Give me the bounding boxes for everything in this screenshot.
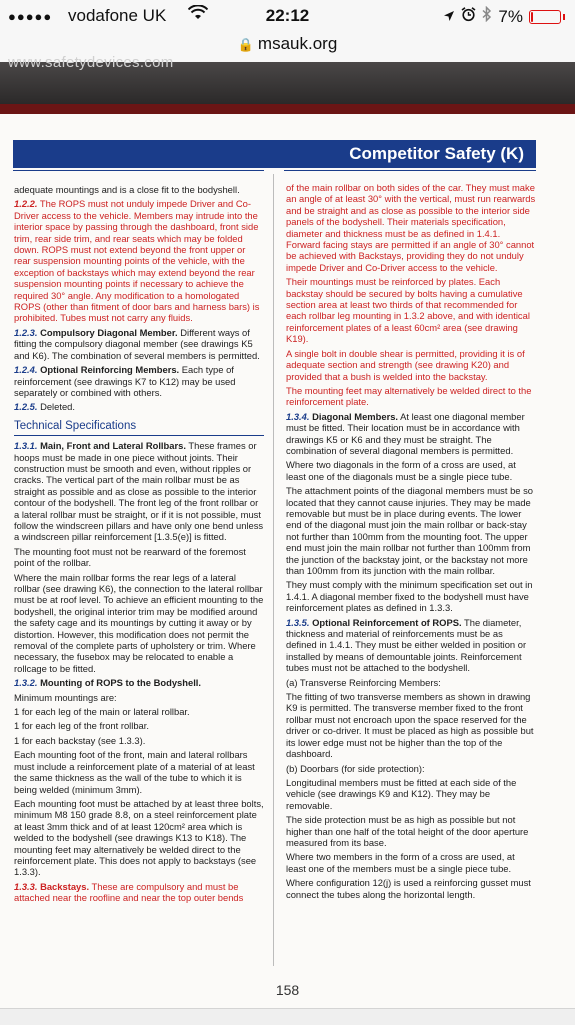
address-bar[interactable] [0,34,575,54]
paragraph-1-3-4: 1.3.4. Diagonal Members. At least one diagonal member must be fitted. Their location must be in accordance with drawings K5 or K6 and they must be straight. The combination of several diagonal members is permitted. [286,410,525,456]
sublist-label-b: (b) Doorbars (for side protection): [286,762,425,774]
paragraph-1-2-5: 1.2.5. Deleted. [14,401,75,413]
carrier-name: vodafone UK [68,6,167,25]
divider [284,170,536,171]
divider [13,170,264,171]
alarm-icon [461,7,476,27]
page-number: 158 [275,982,300,998]
sublist-text: Where two members in the form of a cross are used, at least one of the members must be a single piece tube. [286,851,515,874]
sublist-text: The side protection must be as high as possible but not higher than one half of the total height of the door aperture measured from its base. [286,814,529,848]
paragraph: The mounting foot must not be rearward of the foremost point of the rollbar. [14,545,246,569]
paragraph-1-3-3: 1.3.3. Backstays. These are compulsory and must be attached near the roofline and near the top outer bends [14,880,244,904]
paragraph: Where the main rollbar forms the rear legs of a lateral rollbar (see drawing K6), the connection to the lateral rollbar must be at roof level. To achieve an efficient mounting to the bodyshell, the original interior trim may be modified around the safety cage and its mountings by cutting it away or by distortion. However, this modification does not permit the removal of the complete parts of upholstery or trim. Where necessary, the fusebox may be relocated to enable a rollcage to be fitted. [14,571,264,674]
paragraph: Where two diagonals in the form of a cross are used, at least one of the diagonals must be a single piece tube. [286,459,516,482]
bottom-toolbar [0,1008,575,1025]
banner-stripe [0,104,575,114]
location-arrow-icon [443,7,455,27]
url-text: msauk.org [257,34,338,53]
right-column [286,182,536,903]
sublist-text: Longitudinal members must be fitted at each side of the vehicle (see drawings K9 and K12). They may be removable. [286,776,517,811]
list-item: 1 for each leg of the front rollbar. [14,720,149,732]
column-divider [273,174,274,966]
paragraph: Each mounting foot must be attached by at least three bolts, minimum M8 150 grade 8.8, on a steel reinforcement plate at least 3mm thick and of at least 120cm² area which is welded to the bodyshell (see drawings K13 to K18). The mounting feet may alternatively be welded direct to the reinforcement plate. This does not apply to backstays (see 1.3.3). [14,797,264,878]
banner-url: www.safetydevices.com [8,54,174,71]
paragraph: adequate mountings and is a close fit to the bodyshell. [14,184,240,195]
paragraph: Minimum mountings are: [14,691,117,703]
left-column [14,184,264,907]
sublist-label-a: (a) Transverse Reinforcing Members: [286,676,441,688]
battery-level [531,12,533,22]
lock-icon: 🔒 [237,37,254,52]
sublist-text: Where configuration 12(j) is used a reinforcing gusset must connect the tubes along the horizontal length. [286,877,531,900]
paragraph-1-3-1: 1.3.1. Main, Front and Lateral Rollbars. These frames or hoops must be made in one piece without joints. Their construction must be smooth and even, without ripples or cracks. The vertical part of the main rollbar must be as straight as possible and as close as possible to the interior contour of the bodyshell. The front leg of the front rollbar or a lateral rollbar must be straight, or if it is not possible, must follow the windscreen pillars and have only one bend unless a windscreen pillar reinforcement [1.3.5(e)] is fitted. [14,440,264,543]
bluetooth-icon [482,6,492,27]
battery-icon [529,10,561,24]
paragraph: They must comply with the minimum specification set out in 1.4.1. A diagonal member fixed to the bodyshell must have reinforcement plates as defined in 1.3.3. [286,579,533,614]
paragraph: Each mounting foot of the front, main and lateral rollbars must include a reinforcement plate of a material of at least the same thickness as the wall of the tube to which it is being welded (minimum 3mm). [14,749,255,795]
site-banner [0,54,575,104]
paragraph: A single bolt in double shear is permitted, providing it is of adequate section and strength (see drawing K20) and provided that a bush is welded into the backstay. [286,347,525,382]
paragraph: The attachment points of the diagonal members must be so located that they cannot cause injuries. They may be made removable but must be in place during events. The lower end of the diagonal must join the main rollbar or back-stay not further than 100mm from the mounting foot. The upper end must join the main rollbar not further than 100mm from the junction of the backstay joint, or the backstay not more than 100mm from its junction with the main rollbar. [286,485,534,576]
wifi-icon [188,5,208,26]
signal-strength-icon: ●●●●● [8,9,53,24]
paragraph: The mounting feet may alternatively be welded direct to the reinforcement plate. [286,384,532,408]
paragraph-1-2-3: 1.2.3. Compulsory Diagonal Member. Different ways of fitting the compulsory diagonal member (see drawings K5 and K6). The combination of several members is permitted. [14,326,260,361]
system-icons [443,6,565,27]
clock: 22:12 [265,6,310,25]
battery-percent: 7% [498,6,523,26]
section-title: Competitor Safety (K) [13,140,536,168]
document-page [0,114,575,1008]
paragraph: Their mountings must be reinforced by plates. Each backstay should be secured by bolts having a cumulative section area at least two thirds of that recommended for each rollbar leg mounting in 1.3.2 above, and with identical reinforcement plates of a least 60cm² area (see drawing K19). [286,276,530,345]
paragraph-1-2-4: 1.2.4. Optional Reinforcing Members. Each type of reinforcement (see drawings K7 to K12) may be used separately or combined with others. [14,364,236,398]
list-item: 1 for each leg of the main or lateral rollbar. [14,706,190,718]
paragraph: of the main rollbar on both sides of the car. They must make an angle of at least 30° with the vertical, must run rearwards and be straight and as close as possible to the interior side panels of the bodyshell. Their materials specification, diameter and thickness must be as defined in 1.4.1. Forward facing stays are permitted if an angle of 30° cannot be achieved with Backstays, providing they do not unduly impede Driver and Co-Driver access to the vehicle. [286,182,536,273]
section-heading: Technical Specifications [14,421,264,436]
paragraph-1-2-2: 1.2.2. The ROPS must not unduly impede Driver and Co-Driver access to the vehicle. Members may intrude into the interior space by passing through the dashboard, front side trim, rear side trim, and rear seats which may be folded down. ROPS must not extend beyond the front upper or rear suspension mounting points of the vehicle, with the exception of backstays which may extend beyond the rear suspension mounting points if necessary to achieve the required 30° angle. Any modification to a homologated ROPS (other than fitment of door bars and harness bars) is prohibited. Tubes must not carry any fluids. [14,198,260,324]
sublist-text: The fitting of two transverse members as shown in drawing K9 is permitted. The transverse member fixed to the front rollbar must not encroach upon the space reserved for the driver or co-driver. It must be placed as high as possible but its lower edge must not be higher than the top of the dashboard. [286,691,534,760]
paragraph-1-3-5: 1.3.5. Optional Reinforcement of ROPS. The diameter, thickness and material of reinforcements must be as defined in 1.4.1. They must be either welded in position or installed by means of demountable joints. Reinforcement tubes must not be attached to the bodyshell. [286,616,527,674]
paragraph-1-3-2: 1.3.2. Mounting of ROPS to the Bodyshell. [14,677,202,689]
list-item: 1 for each backstay (see 1.3.3). [14,734,146,746]
